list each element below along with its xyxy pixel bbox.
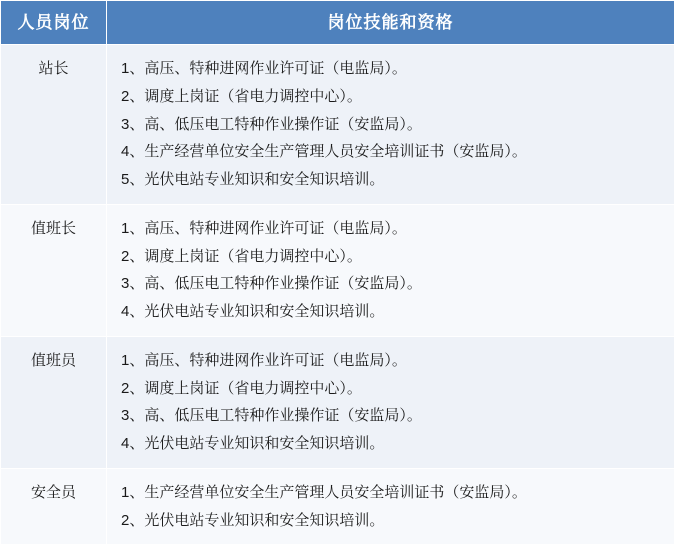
header-row (1, 1, 674, 45)
skill-line: 3、高、低压电工特种作业操作证（安监局）。 (121, 115, 422, 133)
skills-cell (107, 45, 674, 205)
skill-line: 2、调度上岗证（省电力调控中心）。 (121, 247, 362, 265)
table-row (1, 468, 674, 545)
skills-cell (107, 336, 674, 468)
skill-line: 1、生产经营单位安全生产管理人员安全培训证书（安监局）。 (121, 483, 527, 501)
role-cell: 值班长 (1, 204, 107, 336)
skill-line: 2、调度上岗证（省电力调控中心）。 (121, 379, 362, 397)
skill-line: 4、光伏电站专业知识和安全知识培训。 (121, 435, 385, 453)
column-header-skills: 岗位技能和资格 (107, 1, 674, 45)
role-cell: 站长 (1, 45, 107, 205)
skill-line: 1、高压、特种进网作业许可证（电监局）。 (121, 219, 407, 237)
skill-line: 1、高压、特种进网作业许可证（电监局）。 (121, 60, 407, 78)
role-cell: 安全员 (1, 468, 107, 545)
skills-cell (107, 468, 674, 545)
table-row (1, 204, 674, 336)
skill-line: 4、生产经营单位安全生产管理人员安全培训证书（安监局）。 (121, 143, 527, 161)
table-body (1, 45, 674, 545)
skill-line: 2、调度上岗证（省电力调控中心）。 (121, 87, 362, 105)
skill-line: 3、高、低压电工特种作业操作证（安监局）。 (121, 275, 422, 293)
skills-cell (107, 204, 674, 336)
skill-line: 3、高、低压电工特种作业操作证（安监局）。 (121, 407, 422, 425)
skill-line: 2、光伏电站专业知识和安全知识培训。 (121, 511, 385, 529)
skill-line: 1、高压、特种进网作业许可证（电监局）。 (121, 351, 407, 369)
skill-line: 5、光伏电站专业知识和安全知识培训。 (121, 171, 385, 189)
table-header (1, 1, 674, 45)
skill-line: 4、光伏电站专业知识和安全知识培训。 (121, 303, 385, 321)
table-row (1, 336, 674, 468)
role-cell: 值班员 (1, 336, 107, 468)
column-header-role: 人员岗位 (1, 1, 107, 45)
table-row (1, 45, 674, 205)
